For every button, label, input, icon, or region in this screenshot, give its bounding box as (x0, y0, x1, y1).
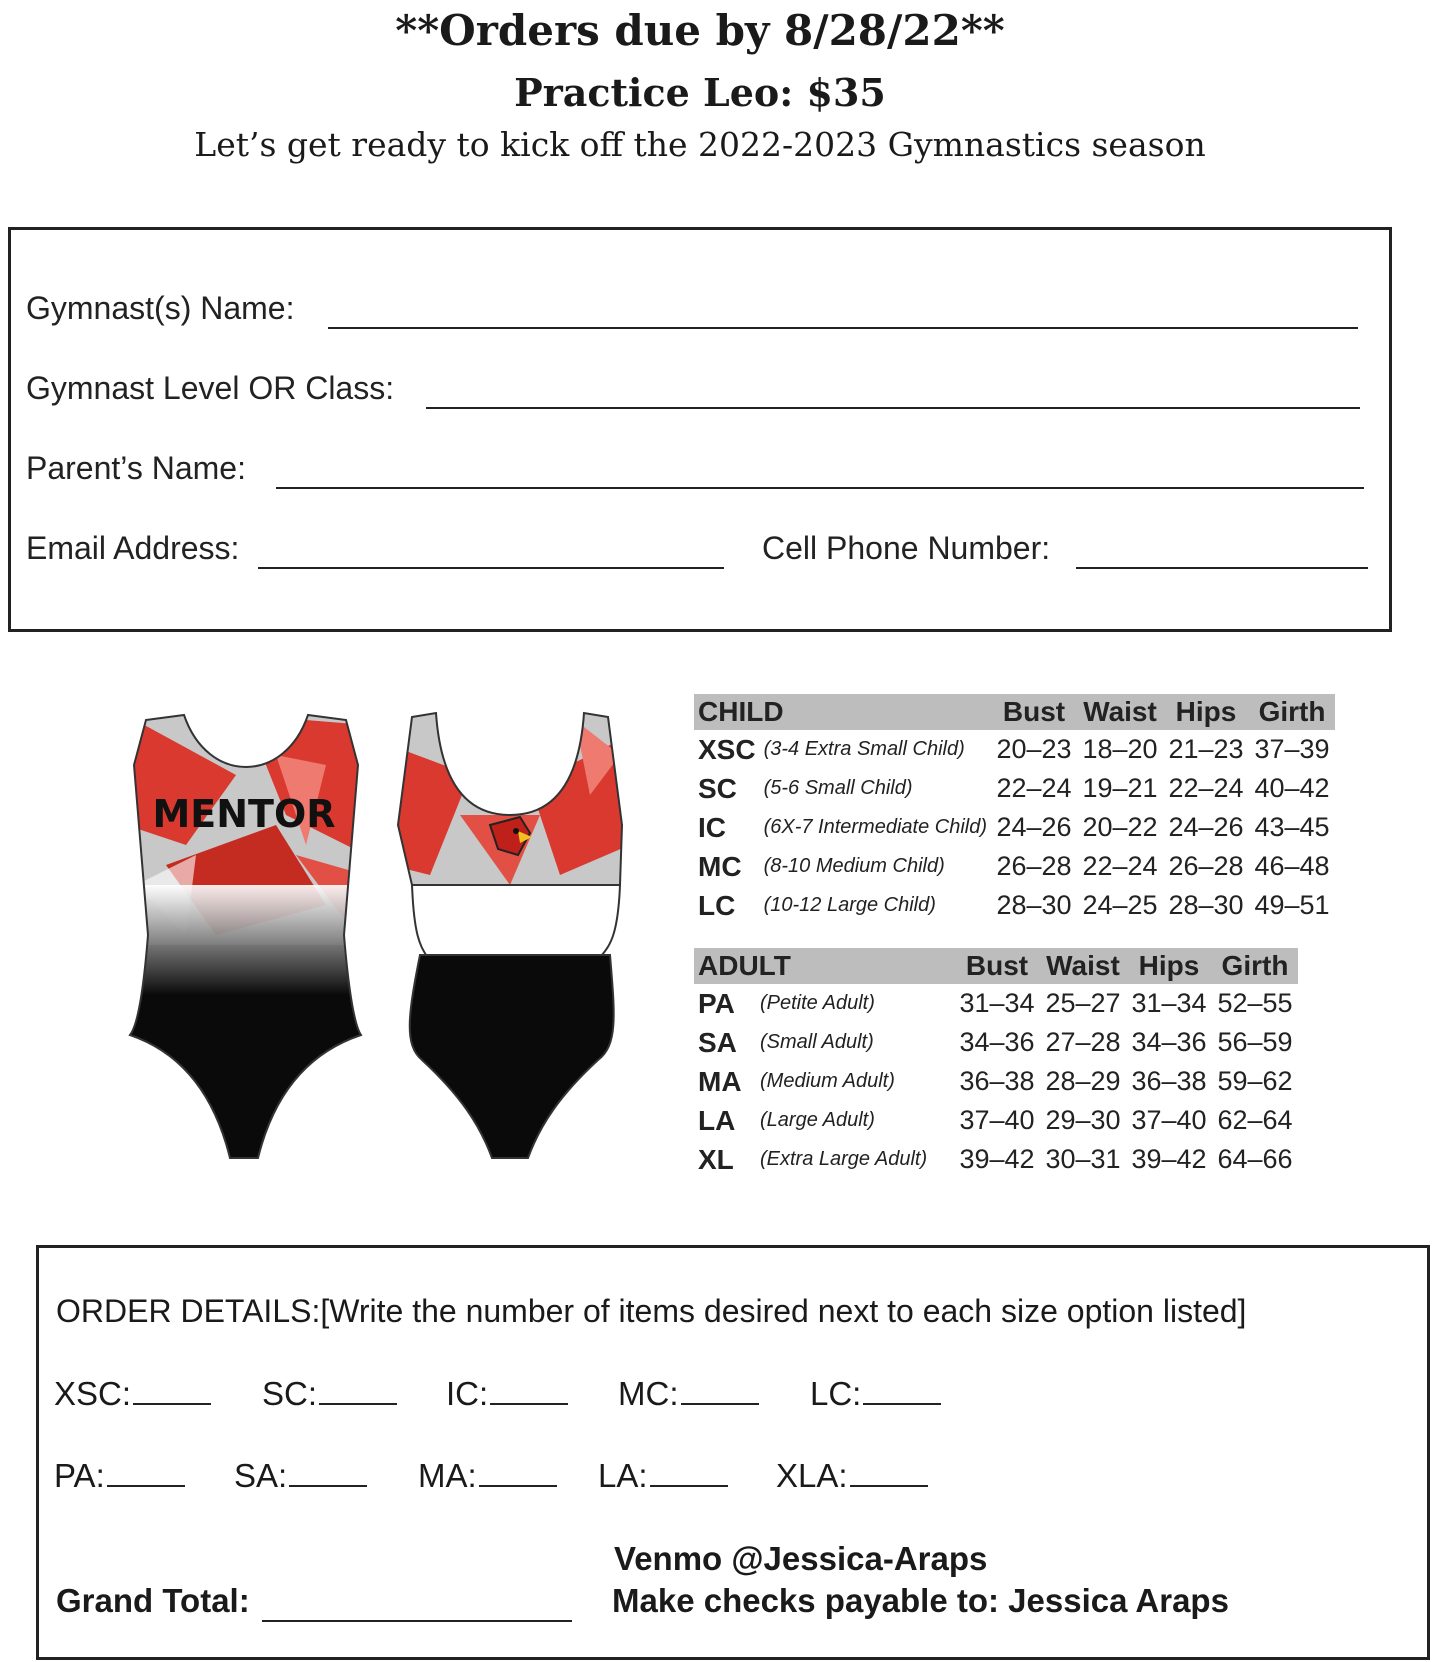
size-desc: (3-4 Extra Small Child) (763, 738, 965, 760)
waist-value: 18–20 (1082, 734, 1158, 764)
parent-name-label: Parent’s Name: (26, 450, 246, 486)
bust-value: 31–34 (959, 988, 1035, 1018)
size-code: XSC (698, 733, 756, 765)
waist-value: 24–25 (1082, 890, 1158, 920)
bust-value: 36–38 (959, 1066, 1035, 1096)
size-desc: (Extra Large Adult) (760, 1148, 928, 1170)
order-size-mc[interactable] (618, 1375, 759, 1413)
waist-value: 22–24 (1082, 851, 1158, 881)
size-code: XL (698, 1143, 734, 1175)
waist-value: 20–22 (1082, 812, 1158, 842)
col-waist: Waist (1040, 948, 1126, 984)
size-desc: (5-6 Small Child) (763, 777, 913, 799)
child-chart-title: CHILD (694, 694, 991, 730)
size-code: SA (698, 1026, 737, 1058)
girth-value: 46–48 (1254, 851, 1330, 881)
order-size-lc[interactable] (810, 1375, 941, 1413)
size-desc: (Large Adult) (760, 1109, 875, 1131)
size-label: PA: (54, 1457, 105, 1494)
email-field[interactable] (258, 567, 724, 569)
size-label: LA: (598, 1457, 648, 1494)
table-row (694, 1062, 1298, 1101)
level-class-label: Gymnast Level OR Class: (26, 370, 395, 406)
table-row (694, 886, 1335, 925)
adult-chart-header (694, 948, 1298, 984)
size-code: MA (698, 1065, 742, 1097)
grand-total-label: Grand Total: (56, 1582, 250, 1619)
col-girth: Girth (1249, 694, 1335, 730)
order-size-sa[interactable] (234, 1457, 367, 1495)
leotard-front-text: MENTOR (152, 792, 336, 836)
bust-value: 24–26 (996, 812, 1072, 842)
price-heading: Practice Leo: $35 (514, 70, 886, 115)
size-label: XLA: (776, 1457, 848, 1494)
hips-value: 22–24 (1168, 773, 1244, 803)
adult-size-chart (694, 948, 1298, 1179)
girth-value: 40–42 (1254, 773, 1330, 803)
table-row (694, 730, 1335, 769)
venmo-text: Venmo @Jessica-Araps (614, 1540, 988, 1577)
col-bust: Bust (991, 694, 1077, 730)
child-size-chart (694, 694, 1335, 925)
quantity-field[interactable] (479, 1483, 557, 1487)
order-size-ma[interactable] (418, 1457, 557, 1495)
quantity-field[interactable] (490, 1401, 568, 1405)
quantity-field[interactable] (681, 1401, 759, 1405)
hips-value: 21–23 (1168, 734, 1244, 764)
col-bust: Bust (954, 948, 1040, 984)
waist-value: 25–27 (1045, 988, 1121, 1018)
hips-value: 31–34 (1131, 988, 1207, 1018)
table-row (694, 808, 1335, 847)
order-details-heading: ORDER DETAILS:[Write the number of items desired next to each size option listed] (56, 1293, 1247, 1329)
parent-name-field[interactable] (276, 487, 1364, 489)
hips-value: 28–30 (1168, 890, 1244, 920)
phone-field[interactable] (1076, 567, 1368, 569)
girth-value: 59–62 (1217, 1066, 1293, 1096)
hips-value: 39–42 (1131, 1144, 1207, 1174)
due-date-heading: **Orders due by 8/28/22** (395, 6, 1005, 55)
size-code: IC (698, 811, 726, 843)
size-desc: (10-12 Large Child) (763, 894, 936, 916)
girth-value: 62–64 (1217, 1105, 1293, 1135)
bust-value: 39–42 (959, 1144, 1035, 1174)
order-size-ic[interactable] (446, 1375, 568, 1413)
bust-value: 37–40 (959, 1105, 1035, 1135)
gymnast-name-field[interactable] (328, 327, 1358, 329)
bust-value: 22–24 (996, 773, 1072, 803)
bust-value: 26–28 (996, 851, 1072, 881)
hips-value: 37–40 (1131, 1105, 1207, 1135)
waist-value: 29–30 (1045, 1105, 1121, 1135)
size-code: LC (698, 889, 736, 921)
waist-value: 30–31 (1045, 1144, 1121, 1174)
leotard-back-image (390, 705, 630, 1165)
girth-value: 64–66 (1217, 1144, 1293, 1174)
quantity-field[interactable] (863, 1401, 941, 1405)
hips-value: 24–26 (1168, 812, 1244, 842)
size-desc: (Petite Adult) (760, 992, 875, 1014)
quantity-field[interactable] (650, 1483, 728, 1487)
hips-value: 36–38 (1131, 1066, 1207, 1096)
bust-value: 34–36 (959, 1027, 1035, 1057)
table-row (694, 1023, 1298, 1062)
level-class-field[interactable] (426, 407, 1360, 409)
quantity-field[interactable] (850, 1483, 928, 1487)
adult-chart-title: ADULT (694, 948, 954, 984)
gymnast-name-label: Gymnast(s) Name: (26, 290, 295, 326)
order-size-la[interactable] (598, 1457, 728, 1495)
gymnast-info-box (8, 227, 1392, 632)
quantity-field[interactable] (319, 1401, 397, 1405)
quantity-field[interactable] (133, 1401, 211, 1405)
girth-value: 52–55 (1217, 988, 1293, 1018)
quantity-field[interactable] (289, 1483, 367, 1487)
waist-value: 28–29 (1045, 1066, 1121, 1096)
size-label: SA: (234, 1457, 288, 1494)
col-girth: Girth (1212, 948, 1298, 984)
size-label: LC: (810, 1375, 862, 1412)
size-code: MC (698, 850, 742, 882)
size-label: IC: (446, 1375, 489, 1412)
child-chart-header (694, 694, 1335, 730)
order-size-xsc[interactable] (54, 1375, 211, 1413)
size-label: XSC: (54, 1375, 132, 1412)
col-waist: Waist (1077, 694, 1163, 730)
col-hips: Hips (1163, 694, 1249, 730)
hips-value: 34–36 (1131, 1027, 1207, 1057)
size-desc: (6X-7 Intermediate Child) (763, 816, 988, 838)
hips-value: 26–28 (1168, 851, 1244, 881)
table-row (694, 1101, 1298, 1140)
order-size-sc[interactable] (262, 1375, 397, 1413)
girth-value: 49–51 (1254, 890, 1330, 920)
size-label: SC: (262, 1375, 318, 1412)
bust-value: 28–30 (996, 890, 1072, 920)
quantity-field[interactable] (107, 1483, 185, 1487)
girth-value: 56–59 (1217, 1027, 1293, 1057)
size-code: SC (698, 772, 737, 804)
phone-label: Cell Phone Number: (762, 530, 1051, 566)
table-row (694, 1140, 1298, 1179)
grand-total-field[interactable] (262, 1620, 572, 1622)
order-size-xla[interactable] (776, 1457, 928, 1495)
size-desc: (Medium Adult) (760, 1070, 895, 1092)
table-row (694, 847, 1335, 886)
waist-value: 19–21 (1082, 773, 1158, 803)
table-row (694, 984, 1298, 1023)
size-code: LA (698, 1104, 736, 1136)
size-desc: (8-10 Medium Child) (763, 855, 945, 877)
waist-value: 27–28 (1045, 1027, 1121, 1057)
size-label: MC: (618, 1375, 679, 1412)
checks-payable-text: Make checks payable to: Jessica Araps (612, 1582, 1229, 1619)
size-desc: (Small Adult) (760, 1031, 874, 1053)
size-code: PA (698, 987, 735, 1019)
girth-value: 43–45 (1254, 812, 1330, 842)
leotard-front-image (126, 705, 366, 1165)
email-label: Email Address: (26, 530, 240, 566)
table-row (694, 769, 1335, 808)
season-subtitle: Let’s get ready to kick off the 2022-2023 Gymnastics season (194, 125, 1206, 164)
order-size-pa[interactable] (54, 1457, 185, 1495)
col-hips: Hips (1126, 948, 1212, 984)
size-label: MA: (418, 1457, 477, 1494)
girth-value: 37–39 (1254, 734, 1330, 764)
bust-value: 20–23 (996, 734, 1072, 764)
